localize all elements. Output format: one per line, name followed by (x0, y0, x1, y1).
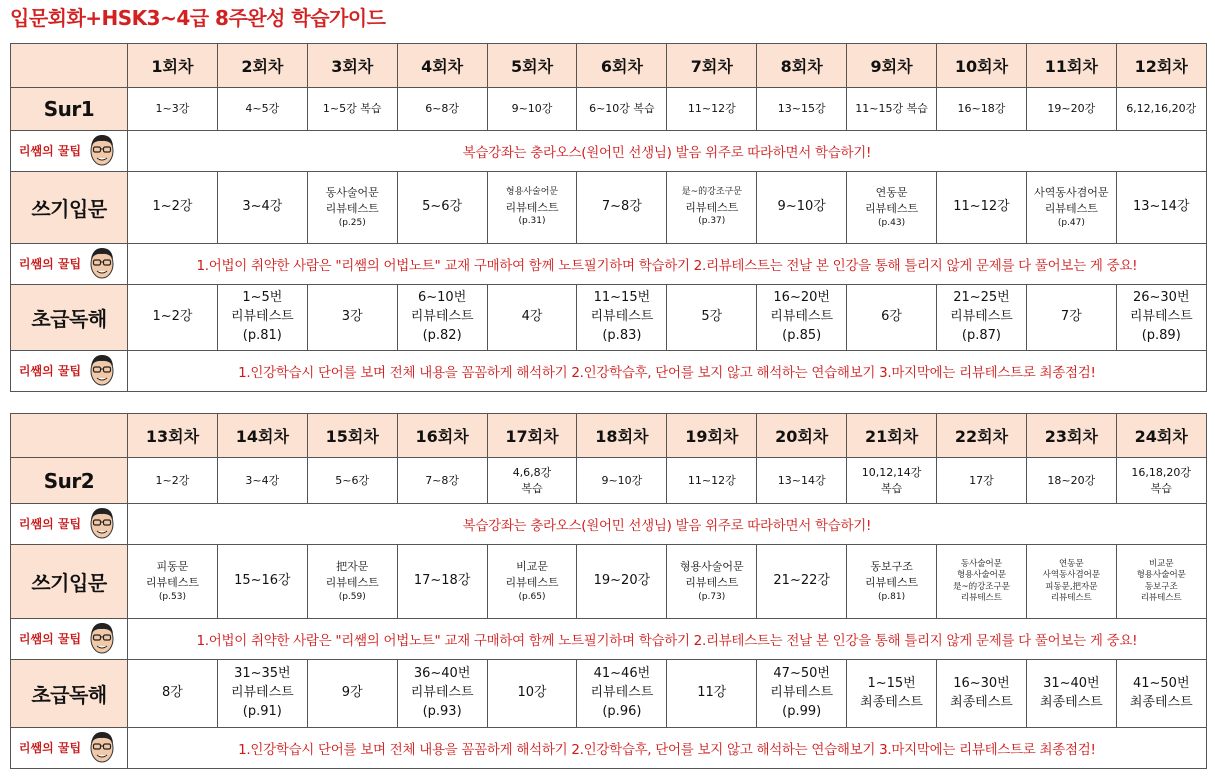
cell-line: 6~10번 (417, 290, 467, 306)
reading-cell (937, 285, 1027, 351)
reading-cell (1116, 285, 1206, 351)
tip-label: 리쌤의 꿀팁 (18, 143, 82, 158)
cell-line: 21~22강 (773, 573, 830, 589)
writing-cell (397, 172, 487, 244)
page-title: 입문회화+HSK3~4급 8주완성 학습가이드 (10, 6, 386, 30)
sur-cell (217, 458, 307, 504)
session-header: 22회차 (937, 414, 1027, 458)
cell-line: 최종테스트 (1039, 694, 1103, 710)
sur-cell (487, 458, 577, 504)
sur-cell: 4~5강 (217, 88, 307, 131)
cell-line: (p.81) (242, 327, 282, 343)
cell-line: 리뷰테스트 (230, 685, 294, 701)
cell-line: 9~10강 (777, 199, 826, 215)
cell-line: 5~6강 (335, 473, 370, 487)
writing-cell (307, 545, 397, 619)
session-header: 16회차 (397, 414, 487, 458)
writing-cell (757, 545, 847, 619)
cell-line: (p.96) (602, 703, 642, 719)
sur-cell (937, 458, 1027, 504)
cell-line: (p.65) (518, 591, 546, 602)
writing-cell (487, 545, 577, 619)
schedule-table-part2 (10, 413, 1207, 769)
cell-line: (p.37) (698, 216, 726, 227)
cell-line: 16,18,20강 (1131, 465, 1192, 479)
cell-line: 리뷰테스트 (960, 592, 1002, 603)
cell-line: 최종테스트 (950, 694, 1013, 710)
cell-line: 11~12강 (687, 473, 736, 487)
session-header: 15회차 (307, 414, 397, 458)
cell-line: (p.59) (338, 591, 366, 602)
writing-cell (128, 545, 218, 619)
cell-line: 비교문 (1148, 558, 1174, 569)
writing-row (11, 545, 1207, 619)
session-header: 13회차 (128, 414, 218, 458)
tip-row (11, 131, 1207, 172)
cell-line: 是~的강조구문 (952, 581, 1010, 592)
cell-line: 21~25번 (953, 290, 1010, 306)
cell-line: 복습 (1150, 481, 1172, 495)
cell-line: 4,6,8강 (512, 465, 552, 479)
cell-line: 5~6강 (422, 199, 463, 215)
cell-line: 1~2강 (155, 473, 190, 487)
cell-line: 리뷰테스트 (590, 685, 654, 701)
cell-line: 17~18강 (413, 573, 471, 589)
reading-cell (128, 285, 218, 351)
sur-row (11, 458, 1207, 504)
cell-line: 13~14강 (1132, 199, 1190, 215)
sur-cell (397, 458, 487, 504)
writing-label: 쓰기입문 (11, 172, 128, 244)
tip-label: 리쌤의 꿀팁 (18, 363, 82, 378)
writing-cell (1116, 545, 1206, 619)
reading-cell (937, 660, 1027, 728)
cell-line: 26~30번 (1132, 290, 1190, 306)
tip-label-cell (11, 351, 128, 392)
cell-line: 1~15번 (867, 675, 916, 691)
writing-cell (1116, 172, 1206, 244)
cell-line: 리뷰테스트 (1129, 309, 1193, 325)
cell-line: 연동문 (1059, 558, 1084, 569)
sur-cell: 19~20강 (1026, 88, 1116, 131)
cell-line: 리뷰테스트 (325, 575, 379, 589)
cell-line: 16~20번 (773, 290, 830, 306)
writing-cell (1026, 545, 1116, 619)
reading-cell (577, 660, 667, 728)
tip-writing-text: 1.어법이 취약한 사람은 "리쌤의 어법노트" 교재 구매하여 함께 노트필기하며 학습하기 2.리뷰테스트는 전날 본 인강을 통해 틀리지 않게 문제를 다 풀어보는 게 중요! (128, 619, 1207, 660)
sur-cell (847, 458, 937, 504)
reading-cell (217, 660, 307, 728)
session-header: 20회차 (757, 414, 847, 458)
cell-line: 5강 (701, 309, 723, 325)
tip-label-cell (11, 504, 128, 545)
tip-label: 리쌤의 꿀팁 (18, 740, 82, 755)
cell-line: 11~12강 (953, 199, 1010, 215)
cell-line: 6강 (881, 309, 902, 325)
session-header: 2회차 (217, 44, 307, 88)
cell-line: (p.93) (422, 703, 462, 719)
writing-cell (757, 172, 847, 244)
cell-line: (p.82) (422, 327, 462, 343)
sur-cell: 1~5강 복습 (307, 88, 397, 131)
writing-cell (847, 172, 937, 244)
sur-cell: 11~12강 (667, 88, 757, 131)
session-header: 12회차 (1116, 44, 1206, 88)
cell-line: (p.25) (338, 217, 366, 228)
writing-cell (128, 172, 218, 244)
cell-line: 복습 (521, 481, 543, 495)
session-header: 23회차 (1026, 414, 1116, 458)
cell-line: 리뷰테스트 (685, 575, 739, 589)
cell-line: (p.73) (698, 591, 726, 602)
reading-cell (1026, 285, 1116, 351)
cell-line: 리뷰테스트 (325, 201, 379, 215)
writing-cell (937, 545, 1027, 619)
cell-line: (p.83) (602, 327, 642, 343)
cell-line: 리뷰테스트 (505, 575, 559, 589)
tip-label: 리쌤의 꿀팁 (18, 631, 82, 646)
writing-cell (217, 172, 307, 244)
cell-line: 비교문 (516, 560, 548, 574)
reading-cell (397, 660, 487, 728)
sur-cell (128, 458, 218, 504)
writing-cell (667, 172, 757, 244)
cell-line: (p.31) (518, 216, 546, 227)
sur-cell (1116, 458, 1206, 504)
sur-cell (757, 458, 847, 504)
sur2-label: Sur2 (11, 458, 128, 504)
session-header: 1회차 (128, 44, 218, 88)
writing-cell (577, 172, 667, 244)
cell-line: 11강 (697, 685, 727, 701)
tip-reading-text: 1.인강학습시 단어를 보며 전체 내용을 꼼꼼하게 해석하기 2.인강학습후, 단어를 보지 않고 해석하는 연습해보기 3.마지막에는 리뷰테스트로 최종점검! (128, 728, 1207, 769)
writing-cell (217, 545, 307, 619)
cell-line: 동보구조 (1144, 581, 1178, 592)
reading-row (11, 660, 1207, 728)
sur-cell: 6~8강 (397, 88, 487, 131)
cell-line: 연동문 (875, 186, 908, 200)
cell-line: 4강 (521, 309, 543, 325)
reading-cell (667, 285, 757, 351)
cell-line: 리뷰테스트 (505, 200, 559, 214)
reading-cell (307, 285, 397, 351)
session-header: 8회차 (757, 44, 847, 88)
teacher-face-icon (85, 729, 119, 768)
cell-line: 피동문 (156, 560, 189, 574)
cell-line: (p.85) (782, 327, 822, 343)
reading-cell (487, 660, 577, 728)
cell-line: 3~4강 (242, 199, 283, 215)
cell-line: 10강 (517, 685, 547, 701)
tip-label-cell (11, 131, 128, 172)
cell-line: 把자문 (336, 560, 369, 574)
cell-line: (p.99) (782, 703, 822, 719)
sur-cell (1026, 458, 1116, 504)
teacher-face-icon (85, 132, 119, 171)
cell-line: 리뷰테스트 (770, 309, 834, 325)
cell-line: 리뷰테스트 (770, 685, 834, 701)
tip-review-text: 복습강좌는 충라오스(원어민 선생님) 발음 위주로 따라하면서 학습하기! (128, 504, 1207, 545)
cell-line: 1~5번 (242, 290, 283, 306)
reading-cell (128, 660, 218, 728)
session-header: 11회차 (1026, 44, 1116, 88)
sur-cell: 6~10강 복습 (577, 88, 667, 131)
cell-line: 리뷰테스트 (685, 200, 739, 214)
tip-row (11, 619, 1207, 660)
cell-line: 리뷰테스트 (1140, 592, 1182, 603)
cell-line: (p.87) (961, 327, 1001, 343)
cell-line: 13~14강 (777, 473, 826, 487)
sur1-label: Sur1 (11, 88, 128, 131)
sur-cell: 11~15강 복습 (847, 88, 937, 131)
cell-line: (p.89) (1141, 327, 1181, 343)
cell-line: 1~2강 (152, 309, 193, 325)
cell-line: 리뷰테스트 (1044, 201, 1098, 215)
cell-line: (p.47) (1057, 217, 1085, 228)
schedule-table-part1 (10, 43, 1207, 392)
cell-line: 17강 (969, 473, 994, 487)
cell-line: 형용사술어문 (956, 570, 1007, 581)
cell-line: 31~40번 (1043, 675, 1100, 691)
teacher-face-icon (85, 505, 119, 544)
tip-label: 리쌤의 꿀팁 (18, 516, 82, 531)
cell-line: 사역동사겸어문 (1042, 570, 1101, 581)
cell-line: 리뷰테스트 (410, 685, 474, 701)
cell-line: 7강 (1060, 309, 1082, 325)
session-header: 4회차 (397, 44, 487, 88)
sur-cell (667, 458, 757, 504)
teacher-face-icon (85, 245, 119, 284)
cell-line: (p.43) (878, 217, 906, 228)
cell-line: 리뷰테스트 (410, 309, 474, 325)
writing-cell (847, 545, 937, 619)
sur-cell: 13~15강 (757, 88, 847, 131)
sur-cell (307, 458, 397, 504)
tip-label-cell (11, 728, 128, 769)
tip-writing-text: 1.어법이 취약한 사람은 "리쌤의 어법노트" 교재 구매하여 함께 노트필기하며 학습하기 2.리뷰테스트는 전날 본 인강을 통해 틀리지 않게 문제를 다 풀어보는 게 중요! (128, 244, 1207, 285)
sur-row (11, 88, 1207, 131)
cell-line: 복습 (880, 481, 903, 495)
tip-label-cell (11, 244, 128, 285)
reading-cell (487, 285, 577, 351)
cell-line: 피동문,把자문 (1045, 581, 1098, 592)
cell-line: (p.91) (242, 703, 282, 719)
cell-line: 리뷰테스트 (950, 309, 1013, 325)
teacher-face-icon (85, 620, 119, 659)
cell-line: 동보구조 (870, 560, 913, 574)
reading-cell (307, 660, 397, 728)
cell-line: 7~8강 (425, 473, 460, 487)
reading-row (11, 285, 1207, 351)
sur-cell (577, 458, 667, 504)
cell-line: 16~30번 (953, 675, 1010, 691)
reading-cell (847, 660, 937, 728)
cell-line: 47~50번 (773, 666, 830, 682)
reading-label: 초급독해 (11, 660, 128, 728)
session-header: 6회차 (577, 44, 667, 88)
sur-cell: 16~18강 (937, 88, 1027, 131)
session-header: 7회차 (667, 44, 757, 88)
sur-cell: 1~3강 (128, 88, 218, 131)
cell-line: 리뷰테스트 (145, 575, 200, 589)
tip-row (11, 351, 1207, 392)
cell-line: 최종테스트 (860, 694, 923, 710)
writing-cell (937, 172, 1027, 244)
cell-line: 31~35번 (234, 666, 291, 682)
session-header: 3회차 (307, 44, 397, 88)
session-header: 10회차 (937, 44, 1027, 88)
cell-line: 형용사술어문 (1136, 570, 1186, 581)
tip-row (11, 728, 1207, 769)
cell-line: 동사술어문 (325, 186, 379, 200)
cell-line: 8강 (162, 685, 183, 701)
cell-line: 9~10강 (601, 473, 643, 487)
cell-line: (p.81) (878, 591, 906, 602)
session-header: 9회차 (847, 44, 937, 88)
teacher-face-icon (85, 352, 119, 391)
tip-reading-text: 1.인강학습시 단어를 보며 전체 내용을 꼼꼼하게 해석하기 2.인강학습후, 단어를 보지 않고 해석하는 연습해보기 3.마지막에는 리뷰테스트로 최종점검! (128, 351, 1207, 392)
session-header: 14회차 (217, 414, 307, 458)
reading-cell (757, 285, 847, 351)
session-header-row (11, 414, 1207, 458)
session-header: 21회차 (847, 414, 937, 458)
writing-label: 쓰기입문 (11, 545, 128, 619)
cell-line: 10,12,14강 (861, 465, 922, 479)
session-header: 5회차 (487, 44, 577, 88)
corner-cell (11, 44, 128, 88)
reading-cell (397, 285, 487, 351)
reading-cell (1026, 660, 1116, 728)
writing-cell (1026, 172, 1116, 244)
cell-line: 리뷰테스트 (1050, 592, 1092, 603)
cell-line: 7~8강 (601, 199, 642, 215)
writing-row (11, 172, 1207, 244)
tip-review-text: 복습강좌는 충라오스(원어민 선생님) 발음 위주로 따라하면서 학습하기! (128, 131, 1207, 172)
reading-cell (757, 660, 847, 728)
writing-cell (307, 172, 397, 244)
reading-cell (1116, 660, 1206, 728)
session-header: 24회차 (1116, 414, 1206, 458)
writing-cell (487, 172, 577, 244)
session-header-row (11, 44, 1207, 88)
cell-line: 19~20강 (593, 573, 651, 589)
reading-cell (577, 285, 667, 351)
tip-label-cell (11, 619, 128, 660)
writing-cell (667, 545, 757, 619)
cell-line: 9강 (341, 685, 363, 701)
cell-line: 리뷰테스트 (865, 201, 919, 215)
cell-line: (p.53) (158, 591, 186, 602)
cell-line: 18~20강 (1047, 473, 1096, 487)
cell-line: 형용사술어문 (679, 560, 744, 574)
tip-row (11, 244, 1207, 285)
tip-label: 리쌤의 꿀팁 (18, 256, 82, 271)
corner-cell (11, 414, 128, 458)
reading-cell (847, 285, 937, 351)
session-header: 17회차 (487, 414, 577, 458)
session-header: 19회차 (667, 414, 757, 458)
writing-cell (577, 545, 667, 619)
cell-line: 리뷰테스트 (590, 309, 654, 325)
cell-line: 11~15번 (593, 290, 651, 306)
cell-line: 1~2강 (152, 199, 193, 215)
cell-line: 3강 (341, 309, 363, 325)
cell-line: 동사술어문 (960, 558, 1002, 569)
tip-row (11, 504, 1207, 545)
cell-line: 41~50번 (1132, 675, 1190, 691)
cell-line: 사역동사겸어문 (1034, 186, 1109, 200)
reading-cell (217, 285, 307, 351)
cell-line: 최종테스트 (1129, 694, 1193, 710)
sur-cell: 6,12,16,20강 (1116, 88, 1206, 131)
session-header: 18회차 (577, 414, 667, 458)
cell-line: 41~46번 (593, 666, 651, 682)
reading-label: 초급독해 (11, 285, 128, 351)
writing-cell (397, 545, 487, 619)
cell-line: 36~40번 (413, 666, 471, 682)
cell-line: 3~4강 (245, 473, 280, 487)
cell-line: 리뷰테스트 (865, 575, 919, 589)
cell-line: 15~16강 (234, 573, 291, 589)
sur-cell: 9~10강 (487, 88, 577, 131)
cell-line: 리뷰테스트 (230, 309, 294, 325)
cell-line: 是~的강조구문 (681, 187, 742, 198)
reading-cell (667, 660, 757, 728)
cell-line: 형용사술어문 (505, 187, 559, 198)
